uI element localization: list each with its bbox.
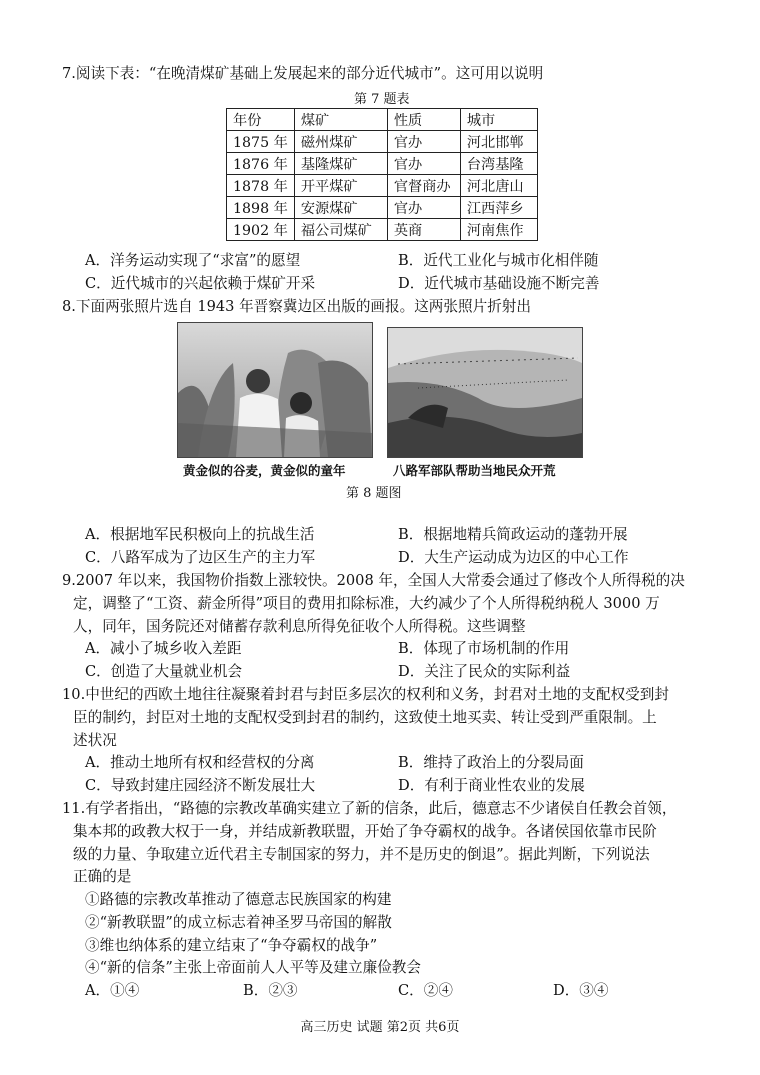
photo-harvest-image [178,323,372,457]
q9-option-c[interactable]: C．创造了大量就业机会 [85,663,243,680]
table-cell: 1876 年 [227,153,295,175]
q11-option-c[interactable]: C．②④ [398,982,453,999]
q9-stem-line1: 9.2007 年以来，我国物价指数上涨较快。2008 年，全国人大常委会通过了修改个人所得税的决 [62,572,685,589]
table-row [227,197,538,219]
table-cell: 开平煤矿 [294,175,387,197]
q8-stem: 8.下面两张照片选自 1943 年晋察冀边区出版的画报。这两张照片折射出 [62,298,531,315]
q10-option-b[interactable]: B．维持了政治上的分裂局面 [398,754,584,771]
table-row [227,175,538,197]
q7-stem: 7.阅读下表：“在晚清煤矿基础上发展起来的部分近代城市”。这可用以说明 [62,65,544,82]
q8-option-d[interactable]: D．大生产运动成为边区的中心工作 [398,549,629,566]
q7-option-d[interactable]: D．近代城市基础设施不断完善 [398,275,600,292]
table-cell: 福公司煤矿 [294,219,387,241]
table-cell: 河北邯郸 [460,131,537,153]
table-cell: 1878 年 [227,175,295,197]
table-header-cell: 煤矿 [294,109,387,131]
q11-option-a[interactable]: A．①④ [85,982,140,999]
table-cell: 1898 年 [227,197,295,219]
q11-option-b[interactable]: B．②③ [243,982,298,999]
q10-stem-line3: 述状况 [73,732,117,749]
table-cell: 江西萍乡 [460,197,537,219]
q7-table [226,108,538,241]
q11-item-1: ①路德的宗教改革推动了德意志民族国家的构建 [85,891,392,908]
table-cell: 磁州煤矿 [294,131,387,153]
q10-option-d[interactable]: D．有利于商业性农业的发展 [398,777,585,794]
photo-harvest [177,322,373,458]
table-row [227,153,538,175]
table-cell: 河北唐山 [460,175,537,197]
table-header-cell: 年份 [227,109,295,131]
table-cell: 官办 [387,197,460,219]
q10-option-c[interactable]: C．导致封建庄园经济不断发展壮大 [85,777,316,794]
table-cell: 安源煤矿 [294,197,387,219]
q8-option-a[interactable]: A．根据地军民积极向上的抗战生活 [85,526,315,543]
q9-option-a[interactable]: A．减小了城乡收入差距 [85,640,242,657]
q11-stem-line1: 11.有学者指出，“路德的宗教改革确实建立了新的信条，此后，德意志不少诸侯自任教会首领， [62,800,677,817]
table-header-cell: 城市 [460,109,537,131]
table-cell: 1902 年 [227,219,295,241]
photo-harvest-caption: 黄金似的谷麦，黄金似的童年 [183,463,346,478]
table-header-cell: 性质 [387,109,460,131]
table-header-row [227,109,538,131]
photo-land-reclaim-caption: 八路军部队帮助当地民众开荒 [393,463,556,478]
page-footer: 高三历史 试题 第2页 共6页 [300,1020,460,1035]
q7-table-title: 第 7 题表 [354,92,410,107]
q9-stem-line3: 人，同年，国务院还对储蓄存款利息所得免征收个人所得税。这些调整 [73,618,526,635]
table-cell: 基隆煤矿 [294,153,387,175]
q7-option-b[interactable]: B．近代工业化与城市化相伴随 [398,252,599,269]
q11-item-2: ②“新教联盟”的成立标志着神圣罗马帝国的解散 [85,914,392,931]
table-cell: 官办 [387,153,460,175]
q8-option-c[interactable]: C．八路军成为了边区生产的主力军 [85,549,316,566]
q10-stem-line1: 10.中世纪的西欧土地往往凝聚着封君与封臣多层次的权利和义务，封君对土地的支配权受到封 [62,686,669,703]
q9-stem-line2: 定，调整了“工资、薪金所得”项目的费用扣除标准，大约减少了个人所得税纳税人 3000 万 [73,595,660,612]
table-cell: 英商 [387,219,460,241]
table-row [227,219,538,241]
table-cell: 官督商办 [387,175,460,197]
q9-option-b[interactable]: B．体现了市场机制的作用 [398,640,570,657]
q11-option-d[interactable]: D．③④ [553,982,609,999]
q11-item-4: ④“新的信条”主张上帝面前人人平等及建立廉俭教会 [85,959,421,976]
table-cell: 1875 年 [227,131,295,153]
q10-option-a[interactable]: A．推动土地所有权和经营权的分离 [85,754,315,771]
q8-figure-title: 第 8 题图 [346,486,402,501]
q11-item-3: ③维也纳体系的建立结束了“争夺霸权的战争” [85,937,378,954]
q11-stem-line2: 集本邦的政教大权于一身，并结成新教联盟，开始了争夺霸权的战争。各诸侯国依靠市民阶 [73,823,657,840]
q11-stem-line4: 正确的是 [73,868,132,885]
q8-option-b[interactable]: B．根据地精兵简政运动的蓬勃开展 [398,526,628,543]
q11-stem-line3: 级的力量、争取建立近代君主专制国家的努力，并不是历史的倒退”。据此判断，下列说法 [73,846,650,863]
q9-option-d[interactable]: D．关注了民众的实际利益 [398,663,571,680]
table-cell: 官办 [387,131,460,153]
q7-option-c[interactable]: C．近代城市的兴起依赖于煤矿开采 [85,275,316,292]
table-cell: 台湾基隆 [460,153,537,175]
photo-land-reclaim [387,327,583,458]
photo-land-reclaim-image [388,328,582,457]
q10-stem-line2: 臣的制约，封臣对土地的支配权受到封君的制约，这致使土地买卖、转让受到严重限制。上 [73,709,657,726]
table-cell: 河南焦作 [460,219,537,241]
q7-option-a[interactable]: A．洋务运动实现了“求富”的愿望 [85,252,301,269]
table-row [227,131,538,153]
